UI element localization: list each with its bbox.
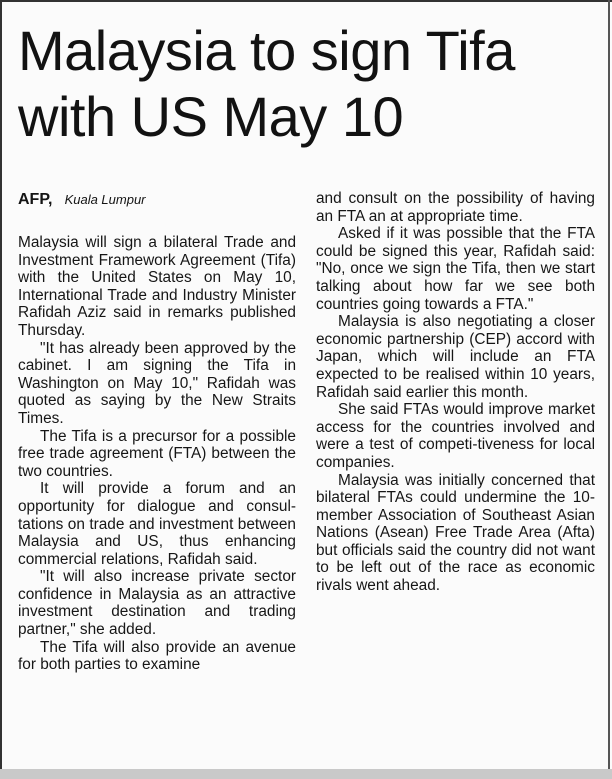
paragraph: Malaysia is also negotiating a closer economic partnership (CEP) accord with Japan, which will include an FTA expected to be realised within 10 years, Rafidah said earlier this month. xyxy=(316,313,595,401)
headline: Malaysia to sign Tifa with US May 10 xyxy=(18,19,515,148)
paragraph: The Tifa will also provide an avenue for both parties to examine xyxy=(18,638,296,674)
left-border xyxy=(0,0,2,779)
byline xyxy=(18,190,303,210)
paragraph: It will provide a forum and an opportunity for dialogue and consul-tations on trade and investment between Malaysia and US, thus enhancing commercial relations, Rafidah said. xyxy=(18,480,296,568)
paragraph: "It will also increase private sector confidence in Malaysia as an attractive investment destination and trading partner," she added. xyxy=(18,568,296,639)
article-column-right xyxy=(316,190,595,595)
top-border xyxy=(0,0,612,2)
byline-agency: AFP, xyxy=(18,191,53,208)
byline-place: Kuala Lumpur xyxy=(64,192,146,207)
paragraph: The Tifa is a precursor for a possible free trade agreement (FTA) between the two countries. xyxy=(18,427,296,480)
paragraph: Malaysia was initially concerned that bilateral FTAs could undermine the 10-member Association of Southeast Asian Nations (Asean) Free Trade Area (Afta) but officials said the country did not want to be left out of the race as economic rivals went ahead. xyxy=(316,471,595,595)
paragraph: She said FTAs would improve market access for the countries involved and were a test of competi-tiveness for local companies. xyxy=(316,401,595,471)
paragraph: and consult on the possibility of having an FTA an at appropriate time. xyxy=(316,190,595,225)
paragraph: Malaysia will sign a bilateral Trade and Investment Framework Agreement (Tifa) with the United States on May 10, International Trade and Industry Minister Rafidah Aziz said in remarks published Thursday. xyxy=(18,234,296,339)
right-border xyxy=(608,0,610,779)
article-column-left xyxy=(18,234,296,674)
paragraph: "It has already been approved by the cabinet. I am signing the Tifa in Washington on May 10," Rafidah was quoted as saying by the New Straits Times. xyxy=(18,339,296,427)
paragraph: Asked if it was possible that the FTA could be signed this year, Rafidah said: "No, once we sign the Tifa, then we start talking about how far we see both countries going towards a FTA." xyxy=(316,225,595,313)
bottom-border xyxy=(0,769,612,779)
